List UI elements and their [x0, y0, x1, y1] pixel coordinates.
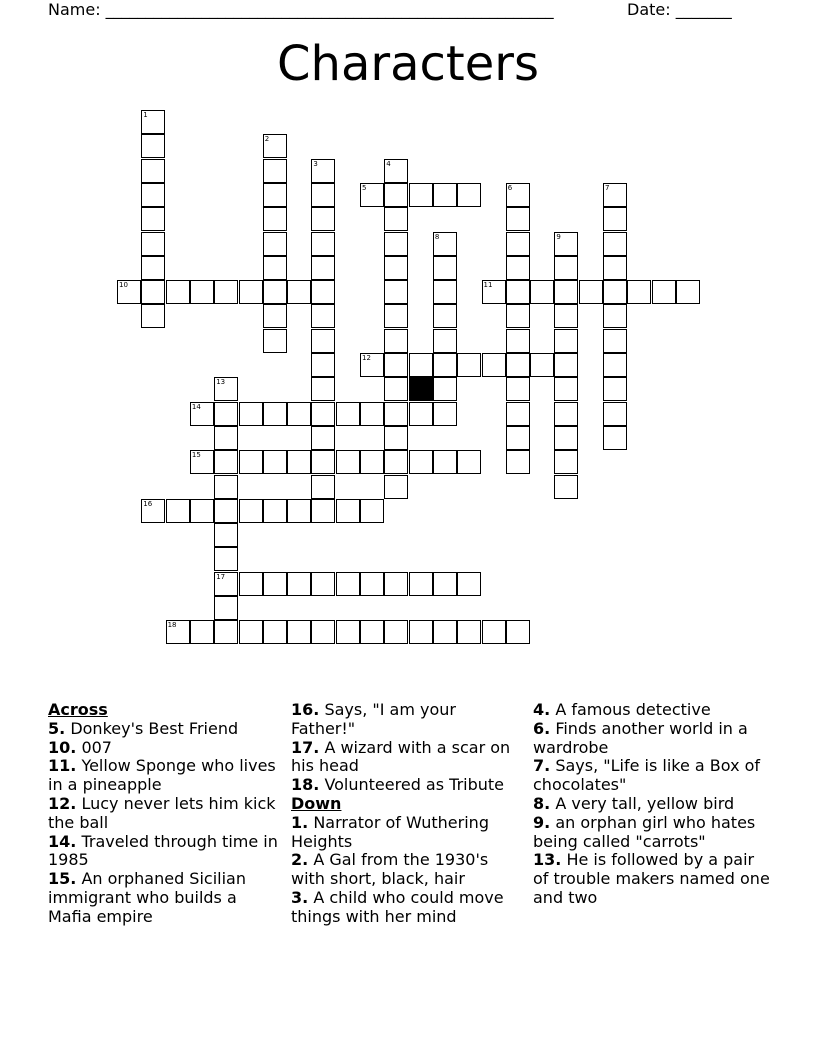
grid-cell[interactable]	[311, 232, 335, 256]
grid-cell[interactable]	[263, 207, 287, 231]
grid-cell[interactable]	[263, 183, 287, 207]
cell-number: 8	[434, 232, 440, 241]
grid-cell[interactable]	[384, 256, 408, 280]
cell-number: 5	[362, 183, 367, 192]
clue-across-18: 18. Volunteered as Tribute	[291, 775, 505, 795]
grid-cell[interactable]	[336, 572, 360, 596]
grid-cell[interactable]	[141, 110, 165, 134]
grid-cell[interactable]	[214, 572, 238, 596]
grid-cell[interactable]	[166, 620, 190, 644]
grid-cell[interactable]	[554, 329, 578, 353]
grid-cell[interactable]	[360, 402, 384, 426]
grid-cell[interactable]	[287, 620, 311, 644]
grid-cell[interactable]	[311, 450, 335, 474]
grid-cell[interactable]	[652, 280, 676, 304]
grid-cell[interactable]	[554, 232, 578, 256]
grid-cell[interactable]	[676, 280, 700, 304]
grid-cell[interactable]	[336, 450, 360, 474]
grid-cell[interactable]	[409, 353, 433, 377]
grid-cell[interactable]	[433, 353, 457, 377]
grid-cell[interactable]	[384, 280, 408, 304]
grid-cell[interactable]	[433, 280, 457, 304]
grid-cell[interactable]	[603, 232, 627, 256]
grid-cell[interactable]	[603, 183, 627, 207]
grid-cell[interactable]	[239, 280, 263, 304]
grid-cell[interactable]	[603, 377, 627, 401]
down-heading: Down	[291, 793, 342, 813]
grid-cell[interactable]	[263, 232, 287, 256]
grid-cell[interactable]	[554, 426, 578, 450]
grid-cell[interactable]	[506, 620, 530, 644]
grid-cell[interactable]	[482, 280, 506, 304]
grid-cell[interactable]	[263, 499, 287, 523]
grid-cell[interactable]	[141, 256, 165, 280]
cell-number: 13	[216, 378, 226, 387]
clue-across-12: 12. Lucy never lets him kick the ball	[48, 793, 276, 832]
grid-cell[interactable]	[287, 572, 311, 596]
grid-cell[interactable]	[554, 377, 578, 401]
date-field-label: Date: _______	[627, 0, 732, 19]
grid-cell[interactable]	[311, 304, 335, 328]
cell-number: 2	[264, 135, 270, 144]
grid-cell[interactable]	[263, 450, 287, 474]
cell-number: 4	[386, 159, 391, 168]
clue-down-8: 8. A very tall, yellow bird	[533, 793, 735, 813]
grid-cell[interactable]	[554, 304, 578, 328]
grid-cell[interactable]	[239, 450, 263, 474]
grid-cell[interactable]	[214, 426, 238, 450]
grid-cell[interactable]	[287, 450, 311, 474]
grid-cell[interactable]	[384, 475, 408, 499]
grid-cell[interactable]	[433, 402, 457, 426]
cell-number: 1	[143, 111, 148, 119]
cell-number: 9	[556, 232, 561, 241]
grid-cell[interactable]	[141, 232, 165, 256]
clue-down-7: 7. Says, "Life is like a Box of chocolates"	[533, 756, 761, 795]
grid-cell[interactable]	[603, 304, 627, 328]
grid-cell[interactable]	[409, 620, 433, 644]
cell-number: 18	[167, 621, 177, 630]
clue-across-17: 17. A wizard with a scar on his head	[291, 737, 511, 776]
cell-number: 11	[483, 281, 493, 290]
grid-cell[interactable]	[239, 499, 263, 523]
cell-number: 17	[216, 572, 226, 581]
grid-cell[interactable]	[384, 450, 408, 474]
cell-number: 10	[119, 281, 128, 290]
grid-cell[interactable]	[554, 280, 578, 304]
grid-cell[interactable]	[311, 183, 335, 207]
grid-cell[interactable]	[603, 426, 627, 450]
grid-cell[interactable]	[287, 499, 311, 523]
grid-cell[interactable]	[384, 402, 408, 426]
grid-cell[interactable]	[190, 450, 214, 474]
clue-down-6: 6. Finds another world in a wardrobe	[533, 718, 748, 757]
grid-cell[interactable]	[482, 620, 506, 644]
grid-cell[interactable]	[311, 207, 335, 231]
grid-cell[interactable]	[603, 402, 627, 426]
grid-cell[interactable]	[311, 620, 335, 644]
grid-cell[interactable]	[263, 159, 287, 183]
grid-cell[interactable]	[239, 620, 263, 644]
grid-cell[interactable]	[506, 426, 530, 450]
grid-cell[interactable]	[554, 256, 578, 280]
grid-cell[interactable]	[457, 353, 481, 377]
grid-cell[interactable]	[263, 280, 287, 304]
grid-cell[interactable]	[287, 402, 311, 426]
grid-cell[interactable]	[311, 402, 335, 426]
grid-cell[interactable]	[263, 256, 287, 280]
grid-cell[interactable]	[263, 329, 287, 353]
grid-cell[interactable]	[263, 304, 287, 328]
grid-cell[interactable]	[117, 280, 141, 304]
grid-cell[interactable]	[530, 353, 554, 377]
grid-cell[interactable]	[141, 304, 165, 328]
grid-cell[interactable]	[311, 256, 335, 280]
grid-cell[interactable]	[506, 304, 530, 328]
grid-cell[interactable]	[506, 329, 530, 353]
grid-cell[interactable]	[384, 426, 408, 450]
grid-cell[interactable]	[384, 159, 408, 183]
grid-cell[interactable]	[141, 183, 165, 207]
grid-cell[interactable]	[141, 159, 165, 183]
grid-cell[interactable]	[554, 402, 578, 426]
grid-cell[interactable]	[214, 377, 238, 401]
grid-cell[interactable]	[311, 426, 335, 450]
grid-cell[interactable]	[506, 207, 530, 231]
grid-cell[interactable]	[554, 475, 578, 499]
page-title: Characters	[277, 36, 539, 92]
grid-cell[interactable]	[311, 280, 335, 304]
grid-cell[interactable]	[409, 183, 433, 207]
clues-column-3	[533, 701, 773, 908]
clues-column-1	[48, 701, 283, 927]
cell-number: 6	[507, 183, 513, 192]
grid-cell[interactable]	[506, 280, 530, 304]
grid-cell[interactable]	[384, 572, 408, 596]
clue-across-11: 11. Yellow Sponge who lives in a pineapple	[48, 756, 276, 795]
grid-cell[interactable]	[506, 450, 530, 474]
grid-cell[interactable]	[603, 329, 627, 353]
grid-cell[interactable]	[457, 572, 481, 596]
clue-down-13: 13. He is followed by a pair of trouble makers named one and two	[533, 850, 770, 907]
grid-cell[interactable]	[409, 450, 433, 474]
grid-cell[interactable]	[506, 377, 530, 401]
grid-cell[interactable]	[239, 572, 263, 596]
grid-cell[interactable]	[457, 183, 481, 207]
clue-down-4: 4. A famous detective	[533, 700, 711, 719]
grid-cell[interactable]	[263, 402, 287, 426]
clue-across-5: 5. Donkey's Best Friend	[48, 718, 239, 738]
grid-cell[interactable]	[384, 207, 408, 231]
grid-cell[interactable]	[579, 280, 603, 304]
grid-cell[interactable]	[360, 183, 384, 207]
grid-cell[interactable]	[360, 450, 384, 474]
grid-cell[interactable]	[506, 402, 530, 426]
grid-cell[interactable]	[190, 402, 214, 426]
grid-cell[interactable]	[409, 572, 433, 596]
across-heading: Across	[48, 700, 108, 719]
clue-across-15: 15. An orphaned Sicilian immigrant who builds a Mafia empire	[48, 869, 246, 926]
grid-cell[interactable]	[433, 572, 457, 596]
grid-cell[interactable]	[603, 353, 627, 377]
grid-cell[interactable]	[603, 256, 627, 280]
grid-cell[interactable]	[311, 329, 335, 353]
grid-cell[interactable]	[141, 207, 165, 231]
cell-number: 15	[191, 451, 201, 460]
grid-cell[interactable]	[506, 256, 530, 280]
grid-cell[interactable]	[433, 377, 457, 401]
grid-cell[interactable]	[603, 280, 627, 304]
grid-cell[interactable]	[506, 183, 530, 207]
grid-cell[interactable]	[433, 256, 457, 280]
grid-cell[interactable]	[214, 547, 238, 571]
clue-down-9: 9. an orphan girl who hates being called "carrots"	[533, 812, 756, 851]
grid-cell[interactable]	[141, 134, 165, 158]
grid-cell[interactable]	[263, 134, 287, 158]
clue-across-16: 16. Says, "I am your Father!"	[291, 700, 456, 738]
grid-cell[interactable]	[311, 499, 335, 523]
cell-number: 3	[313, 159, 318, 168]
grid-cell[interactable]	[311, 377, 335, 401]
grid-cell[interactable]	[214, 280, 238, 304]
grid-cell[interactable]	[384, 329, 408, 353]
grid-cell[interactable]	[336, 402, 360, 426]
grid-cell[interactable]	[384, 232, 408, 256]
grid-cell[interactable]	[384, 304, 408, 328]
grid-cell[interactable]	[214, 402, 238, 426]
clue-down-2: 2. A Gal from the 1930's with short, black, hair	[291, 850, 489, 889]
grid-cell[interactable]	[433, 329, 457, 353]
grid-cell[interactable]	[506, 232, 530, 256]
grid-cell[interactable]	[360, 353, 384, 377]
grid-cell[interactable]	[360, 572, 384, 596]
grid-cell[interactable]	[336, 499, 360, 523]
grid-cell[interactable]	[384, 620, 408, 644]
grid-cell[interactable]	[239, 402, 263, 426]
grid-cell[interactable]	[433, 620, 457, 644]
grid-cell[interactable]	[384, 377, 408, 401]
grid-cell[interactable]	[360, 620, 384, 644]
grid-cell[interactable]	[263, 572, 287, 596]
grid-cell[interactable]	[530, 280, 554, 304]
grid-cell[interactable]	[263, 620, 287, 644]
grid-cell[interactable]	[214, 523, 238, 547]
grid-cell[interactable]	[336, 620, 360, 644]
grid-cell[interactable]	[214, 620, 238, 644]
grid-cell[interactable]	[409, 402, 433, 426]
grid-cell[interactable]	[554, 450, 578, 474]
grid-cell[interactable]	[457, 620, 481, 644]
grid-cell[interactable]	[433, 232, 457, 256]
grid-cell[interactable]	[603, 207, 627, 231]
grid-cell[interactable]	[457, 450, 481, 474]
grid-cell[interactable]	[141, 499, 165, 523]
cell-number: 7	[605, 183, 610, 192]
grid-cell[interactable]	[433, 183, 457, 207]
clue-across-14: 14. Traveled through time in 1985	[48, 831, 278, 870]
grid-cell[interactable]	[554, 353, 578, 377]
grid-cell[interactable]	[141, 280, 165, 304]
grid-cell[interactable]	[482, 353, 506, 377]
grid-cell[interactable]	[506, 353, 530, 377]
cell-number: 14	[191, 402, 201, 411]
cell-number: 16	[143, 499, 153, 508]
grid-cell[interactable]	[287, 280, 311, 304]
grid-cell[interactable]	[311, 353, 335, 377]
grid-cell[interactable]	[214, 499, 238, 523]
clue-down-3: 3. A child who could move things with her mind	[291, 887, 504, 926]
grid-cell[interactable]	[214, 450, 238, 474]
clue-across-10: 10. 007	[48, 737, 112, 757]
grid-cell[interactable]	[166, 280, 190, 304]
grid-cell[interactable]	[214, 596, 238, 620]
cell-number: 12	[362, 354, 371, 362]
grid-cell[interactable]	[190, 499, 214, 523]
name-field-label: Name: ________________________________________________________	[48, 0, 554, 19]
clues-column-2	[291, 701, 523, 927]
grid-cell[interactable]	[190, 280, 214, 304]
grid-block	[409, 377, 433, 401]
grid-cell[interactable]	[627, 280, 651, 304]
grid-cell[interactable]	[433, 450, 457, 474]
grid-cell[interactable]	[311, 572, 335, 596]
grid-cell[interactable]	[384, 183, 408, 207]
clue-down-1: 1. Narrator of Wuthering Heights	[291, 812, 489, 851]
grid-cell[interactable]	[360, 499, 384, 523]
grid-cell[interactable]	[384, 353, 408, 377]
grid-cell[interactable]	[190, 620, 214, 644]
grid-cell[interactable]	[214, 475, 238, 499]
grid-cell[interactable]	[433, 304, 457, 328]
grid-cell[interactable]	[311, 159, 335, 183]
grid-cell[interactable]	[311, 475, 335, 499]
grid-cell[interactable]	[166, 499, 190, 523]
